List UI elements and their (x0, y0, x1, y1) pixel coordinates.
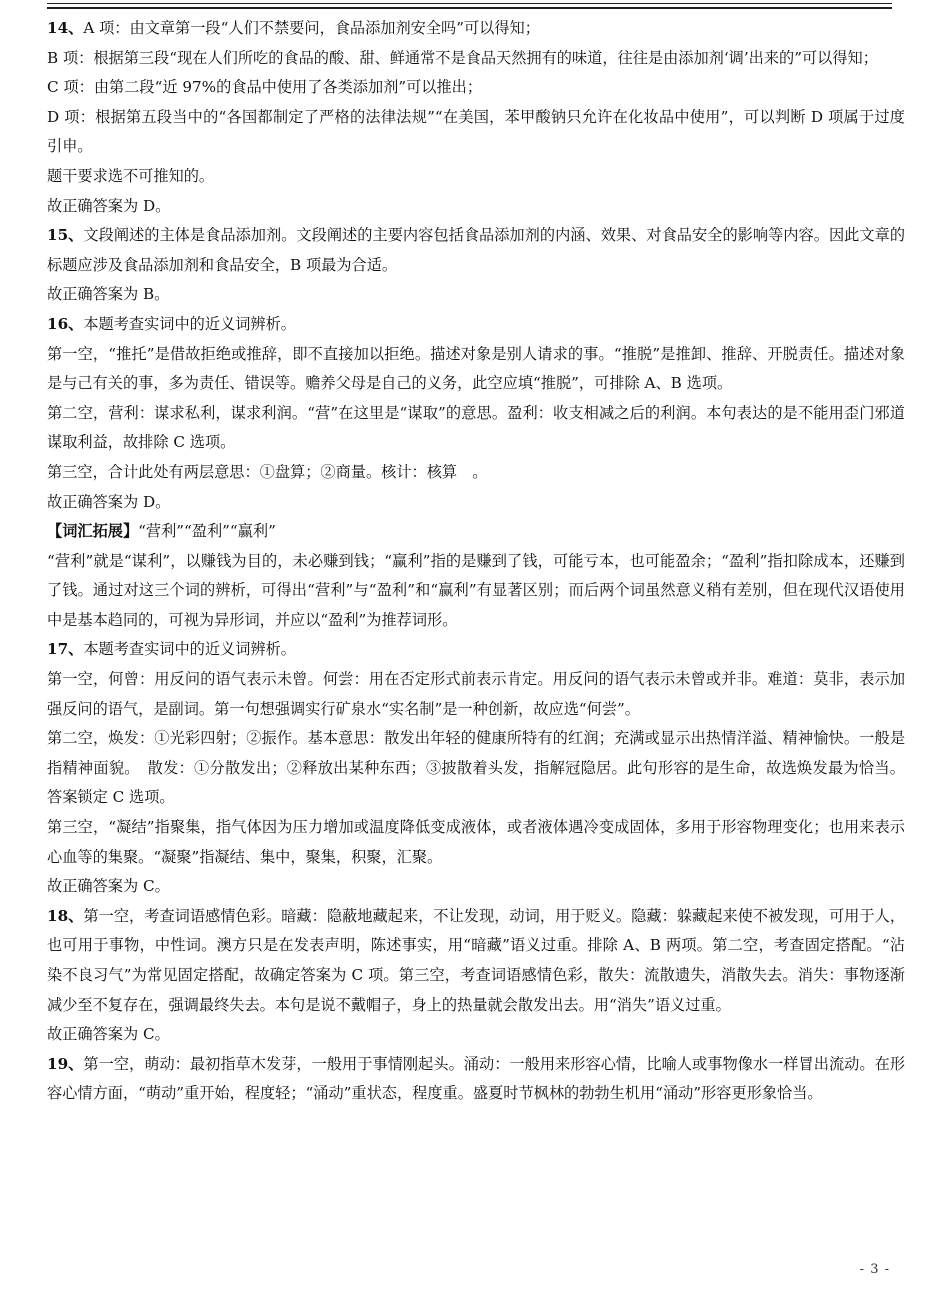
paragraph (47, 103, 905, 162)
paragraph (47, 872, 905, 902)
paragraph-text: 故正确答案为 C。 (47, 877, 170, 896)
paragraph (47, 1020, 905, 1050)
question-number: 15、 (47, 226, 84, 245)
question-number: 14、 (47, 19, 84, 37)
paragraph (47, 458, 905, 488)
paragraph (47, 517, 905, 547)
paragraph-text: 故正确答案为 B。 (47, 285, 170, 304)
paragraph-text: 第一空，“推托”是借故拒绝或推辞，即不直接加以拒绝。描述对象是别人请求的事。“推脱”是推卸、推辞、开脱责任。描述对象是与己有关的事，多为责任、错误等。赡养父母是自己的义务，此空应填“推脱”，可排除 A、B 选项。 (47, 344, 905, 393)
paragraph-text: 第三空，“凝结”指聚集，指气体因为压力增加或温度降低变成液体，或者液体遇冷变成固体，多用于形容物理变化；也用来表示心血等的集聚。“凝聚”指凝结、集中，聚集，积聚，汇聚。 (47, 818, 905, 866)
paragraph-text: “营利”“盈利”“赢利” (138, 522, 276, 541)
header-rule-thick (47, 7, 892, 9)
paragraph (47, 162, 905, 192)
paragraph-text: 本题考查实词中的近义词辨析。 (83, 314, 296, 333)
paragraph (47, 399, 905, 458)
paragraph-text: C 项：由第二段“近 97%的食品中使用了各类添加剂”可以推出； (47, 78, 483, 97)
paragraph (47, 665, 905, 724)
paragraph-text: 第一空，何曾：用反问的语气表示未曾。何尝：用在否定形式前表示肯定。用反问的语气表示未曾或并非。难道：莫非，表示加强反问的语气，是副词。第一句想强调实行矿泉水“实名制”是一种创新，故应选“何尝”。 (47, 670, 905, 718)
paragraph-text: 第一空，考查词语感情色彩。暗藏：隐蔽地藏起来，不让发现，动词，用于贬义。隐藏：躲藏起来使不被发现，可用于人，也可用于事物，中性词。澳方只是在发表声明，陈述事实，用“暗藏”语义过重。排除 A、B 两项。第二空，考查固定搭配。“沾染不良习气”为常见固定搭配，故确定答案为 C 项。第三空，考查词语感情色彩，散失：流散遗失，消散失去。消失：事物逐渐减少至不复存在，强调最终失去。本句是说不戴帽子，身上的热量就会散发出去。用“消失”语义过重。 (47, 906, 906, 1014)
question-number: 【词汇拓展】 (47, 522, 139, 541)
paragraph-text: 第二空，营利：谋求私利，谋求利润。“营”在这里是“谋取”的意思。盈利：收支相减之后的利润。本句表达的是不能用歪门邪道谋取利益，故排除 C 选项。 (47, 403, 905, 452)
paragraph (47, 73, 905, 103)
paragraph-text: 第一空，萌动：最初指草木发芽，一般用于事情刚起头。涌动：一般用来形容心情，比喻人或事物像水一样冒出流动。在形容心情方面，“萌动”重开始，程度轻；“涌动”重状态，程度重。盛夏时节枫林的勃勃生机用“涌动”形容更形象恰当。 (47, 1054, 906, 1103)
paragraph (47, 310, 905, 340)
paragraph-text: A 项：由文章第一段“人们不禁要问，食品添加剂安全吗”可以得知； (83, 19, 540, 37)
header-rule-thin (47, 3, 892, 4)
paragraph-text: 题干要求选不可推知的。 (47, 166, 215, 185)
paragraph-text: 故正确答案为 D。 (47, 492, 171, 511)
page-number: - 3 - (859, 1262, 890, 1277)
paragraph-text: 第二空，焕发：①光彩四射；②振作。基本意思：散发出年轻的健康所特有的红润；充满或显示出热情洋溢、精神愉快。一般是指精神面貌。 散发：①分散发出；②释放出某种东西；③披散着头发，指解冠隐居。此句形容的是生命，故选焕发最为恰当。答案锁定 C 选项。 (47, 729, 905, 807)
paragraph (47, 221, 905, 280)
paragraph-text: B 项：根据第三段“现在人们所吃的食品的酸、甜、鲜通常不是食品天然拥有的味道，往往是由添加剂‘调’出来的”可以得知； (47, 48, 878, 67)
question-number: 18、 (47, 906, 84, 925)
question-number: 16、 (47, 314, 84, 333)
paragraph (47, 724, 905, 813)
paragraph-text: D 项：根据第五段当中的“各国都制定了严格的法律法规”“在美国，苯甲酸钠只允许在化妆品中使用”，可以判断 D 项属于过度引申。 (47, 107, 905, 156)
paragraph (47, 635, 905, 665)
paragraph (47, 813, 905, 872)
question-number: 17、 (47, 640, 84, 659)
question-number: 19、 (47, 1054, 84, 1073)
paragraph (47, 280, 905, 310)
answer-explanations (47, 14, 905, 1109)
paragraph (47, 902, 905, 1020)
paragraph (47, 340, 905, 399)
paragraph-text: 文段阐述的主体是食品添加剂。文段阐述的主要内容包括食品添加剂的内涵、效果、对食品安全的影响等内容。因此文章的标题应涉及食品添加剂和食品安全，B 项最为合适。 (47, 226, 906, 274)
paragraph-text: 故正确答案为 D。 (47, 196, 171, 215)
paragraph (47, 488, 905, 518)
paragraph (47, 547, 905, 636)
paragraph-text: 本题考查实词中的近义词辨析。 (83, 640, 296, 659)
paragraph-text: 故正确答案为 C。 (47, 1025, 170, 1044)
paragraph-text: “营利”就是“谋利”，以赚钱为目的，未必赚到钱；“赢利”指的是赚到了钱，可能亏本，也可能盈余；“盈利”指扣除成本，还赚到了钱。通过对这三个词的辨析，可得出“营利”与“盈利”和“赢利”有显著区别；而后两个词虽然意义稍有差别，但在现代汉语使用中是基本趋同的，可视为异形词，并应以“盈利”为推荐词形。 (47, 551, 905, 629)
paragraph-text: 第三空，合计此处有两层意思：①盘算；②商量。核计：核算 。 (47, 462, 488, 481)
paragraph (47, 1050, 905, 1109)
paragraph (47, 192, 905, 222)
paragraph (47, 14, 905, 44)
paragraph (47, 44, 905, 74)
